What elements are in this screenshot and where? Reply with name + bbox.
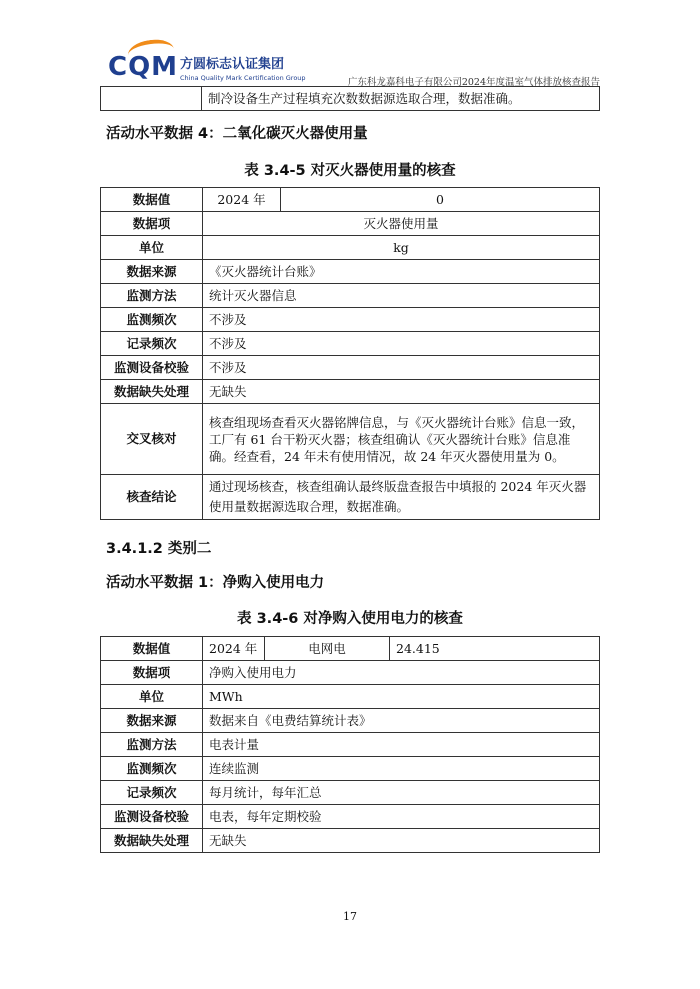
continued-table-empty-cell xyxy=(101,87,202,111)
table-row xyxy=(101,475,600,520)
row-label: 单位 xyxy=(101,236,203,260)
table-caption-3-4-6: 表 3.4-6 对净购入使用电力的核查 xyxy=(237,611,463,627)
table-row xyxy=(101,637,600,661)
row-value: 连续监测 xyxy=(203,757,600,781)
row-label: 数据项 xyxy=(101,212,203,236)
row-label: 监测方法 xyxy=(101,284,203,308)
row-label: 记录频次 xyxy=(101,781,203,805)
subsection-heading: 3.4.1.2 类别二 xyxy=(106,541,212,557)
value-cell: 24.415 xyxy=(390,637,600,661)
row-value: 数据来自《电费结算统计表》 xyxy=(203,709,600,733)
row-label: 数据来源 xyxy=(101,260,203,284)
row-label: 数据项 xyxy=(101,661,203,685)
table-row xyxy=(101,661,600,685)
row-label: 核查结论 xyxy=(101,475,203,520)
table-row xyxy=(101,356,600,380)
row-value: 核查组现场查看灭火器铭牌信息，与《灭火器统计台账》信息一致，工厂有 61 台干粉灭火器；核查组确认《灭火器统计台账》信息准确。经查看，24 年未有使用情况，故 24 年灭火器使用量为 0。 xyxy=(203,404,600,475)
table-row xyxy=(101,260,600,284)
table-row xyxy=(101,829,600,853)
value-cell: 0 xyxy=(281,188,600,212)
electricity-table xyxy=(100,636,600,853)
row-value: 统计灭火器信息 xyxy=(203,284,600,308)
row-label: 数据值 xyxy=(101,637,203,661)
section-heading-4: 活动水平数据 4：二氧化碳灭火器使用量 xyxy=(106,126,368,142)
table-row xyxy=(101,781,600,805)
row-label: 监测频次 xyxy=(101,757,203,781)
table-row xyxy=(101,308,600,332)
year-cell: 2024 年 xyxy=(203,188,281,212)
row-value: 不涉及 xyxy=(203,308,600,332)
row-value: 灭火器使用量 xyxy=(203,212,600,236)
table-row xyxy=(101,332,600,356)
page-number: 17 xyxy=(343,910,357,923)
row-value: 净购入使用电力 xyxy=(203,661,600,685)
row-label: 单位 xyxy=(101,685,203,709)
table-row xyxy=(101,380,600,404)
table-row xyxy=(101,404,600,475)
row-label: 数据缺失处理 xyxy=(101,380,203,404)
table-row xyxy=(101,709,600,733)
row-value: 不涉及 xyxy=(203,332,600,356)
row-label: 监测方法 xyxy=(101,733,203,757)
row-value: 通过现场核查，核查组确认最终版盘查报告中填报的 2024 年灭火器使用量数据源选取合理，数据准确。 xyxy=(203,475,600,520)
row-value: 每月统计，每年汇总 xyxy=(203,781,600,805)
table-row xyxy=(101,685,600,709)
table-row xyxy=(101,757,600,781)
table-row xyxy=(101,733,600,757)
table-row xyxy=(101,284,600,308)
table-row xyxy=(101,188,600,212)
source-type-cell: 电网电 xyxy=(265,637,390,661)
report-title: 广东科龙嘉科电子有限公司2024年度温室气体排放核查报告 xyxy=(347,77,600,88)
continued-table-content: 制冷设备生产过程填充次数数据源选取合理，数据准确。 xyxy=(202,87,600,111)
row-value: 电表，每年定期校验 xyxy=(203,805,600,829)
row-label: 数据来源 xyxy=(101,709,203,733)
row-value: 电表计量 xyxy=(203,733,600,757)
row-label: 监测设备校验 xyxy=(101,805,203,829)
row-value: 无缺失 xyxy=(203,829,600,853)
logo-chinese-name: 方圆标志认证集团 xyxy=(180,57,285,72)
logo-english-name: China Quality Mark Certification Group xyxy=(180,74,306,82)
section-heading-1: 活动水平数据 1：净购入使用电力 xyxy=(106,575,325,591)
logo-mark: CQM xyxy=(108,52,179,82)
table-row xyxy=(101,805,600,829)
fire-extinguisher-table xyxy=(100,187,600,520)
row-label: 交叉核对 xyxy=(101,404,203,475)
row-value: kg xyxy=(203,236,600,260)
row-value: 《灭火器统计台账》 xyxy=(203,260,600,284)
page-header xyxy=(108,52,600,88)
continued-table xyxy=(100,86,600,111)
row-label: 记录频次 xyxy=(101,332,203,356)
row-value: MWh xyxy=(203,685,600,709)
row-label: 监测设备校验 xyxy=(101,356,203,380)
row-label: 监测频次 xyxy=(101,308,203,332)
row-value: 无缺失 xyxy=(203,380,600,404)
row-value: 不涉及 xyxy=(203,356,600,380)
row-label: 数据缺失处理 xyxy=(101,829,203,853)
table-caption-3-4-5: 表 3.4-5 对灭火器使用量的核查 xyxy=(244,163,456,179)
table-row xyxy=(101,236,600,260)
year-cell: 2024 年 xyxy=(203,637,265,661)
table-row xyxy=(101,212,600,236)
row-label: 数据值 xyxy=(101,188,203,212)
